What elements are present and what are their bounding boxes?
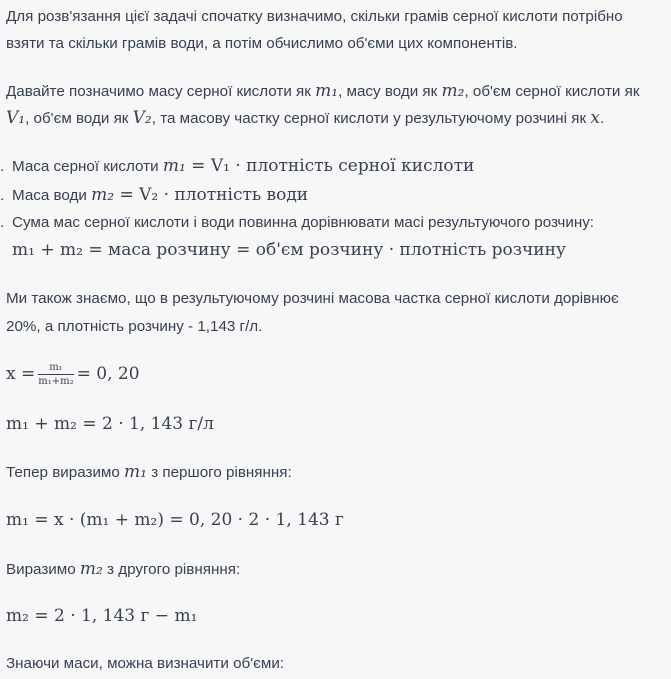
notation-paragraph-line-2: V₁, об'єм води як V₂, та масову частку серної кислоти у результуючому розчині як x. xyxy=(6,108,605,128)
list-marker: . xyxy=(0,187,5,204)
express-m2-paragraph: Виразимо m₂ з другого рівняння: xyxy=(6,559,241,579)
known-paragraph-line-2: 20%, а плотність розчину - 1,143 г/л. xyxy=(6,318,263,335)
notation-paragraph-line-1: Давайте позначимо масу серної кислоти як m₁, масу води як m₂, об'єм серної кислоти як xyxy=(6,81,640,101)
list-item: . Маса води m₂ = V₂ · плотність води xyxy=(0,181,308,210)
equation-item-1: = V₁ · плотність серної кислоти xyxy=(185,156,475,176)
equation-m2: m₂ = 2 · 1, 143 г − m₁ xyxy=(6,606,198,626)
math-x: x xyxy=(590,108,600,128)
equation-sum-of-masses: m₁ + m₂ = маса розчину = об'єм розчину · плотність розчину xyxy=(12,240,566,260)
math-V1: V₁ xyxy=(6,108,26,128)
express-m1-paragraph: Тепер виразимо m₁ з першого рівняння: xyxy=(6,462,292,482)
fraction: $\frac{\text{m₁}}{\text{m₁+m₂}}$ xyxy=(38,362,74,387)
math-m1: m₁ xyxy=(315,81,339,101)
equation-m1: m₁ = x · (m₁ + m₂) = 0, 20 · 2 · 1, 143 г xyxy=(6,510,344,530)
list-marker: . xyxy=(0,214,5,231)
volumes-paragraph: Знаючи маси, можна визначити об'єми: xyxy=(6,655,285,672)
equation-total-mass: m₁ + m₂ = 2 · 1, 143 г/л xyxy=(6,414,214,434)
intro-paragraph-line-2: взяти та скільки грамів води, а потім обчислимо об'єми цих компонентів. xyxy=(6,35,518,52)
intro-paragraph-line-1: Для розв'язання цієї задачі спочатку визначимо, скільки грамів серної кислоти потрібно xyxy=(6,8,623,25)
list-item: . Сума мас серної кислоти і води повинна дорівнювати масі результуючого розчину: xyxy=(0,209,594,237)
math-V2: V₂ xyxy=(132,108,152,128)
list-marker: . xyxy=(0,158,5,175)
equation-mass-fraction: x = $\frac{\text{m₁}}{\text{m₁+m₂}}$ = 0, 20 xyxy=(6,362,140,387)
math-m2: m₂ xyxy=(441,81,465,101)
known-paragraph-line-1: Ми також знаємо, що в результуючому розчині масова частка серної кислоти дорівнює xyxy=(6,290,619,307)
equation-item-2: = V₂ · плотність води xyxy=(114,185,309,205)
list-item: . Маса серної кислоти m₁ = V₁ · плотність серної кислоти xyxy=(0,152,474,181)
